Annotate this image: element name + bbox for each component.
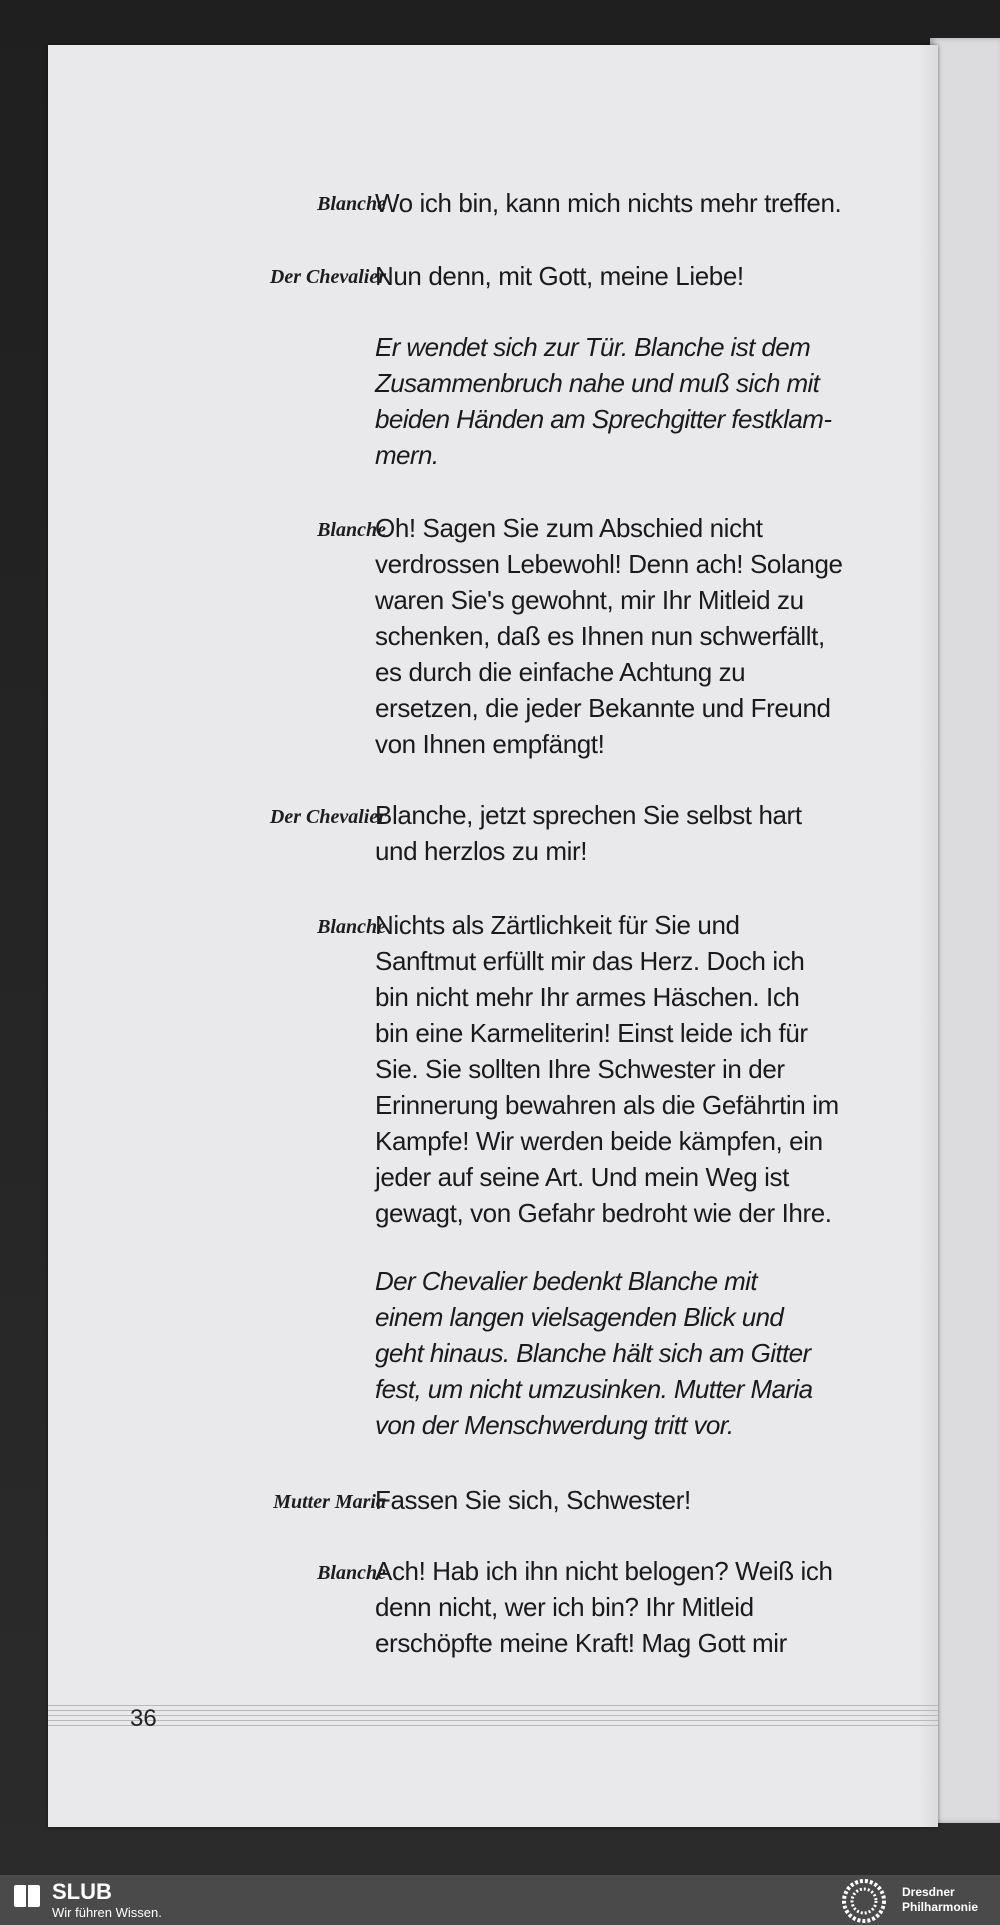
dialogue-line: Nun denn, mit Gott, meine Liebe! [375, 261, 744, 291]
divider-line [48, 1725, 938, 1726]
dialogue-line: schenken, daß es Ihnen nun schwerfällt, [375, 621, 825, 651]
dialogue-line: ersetzen, die jeder Bekannte und Freund [375, 693, 831, 723]
page-shadow [918, 45, 938, 1827]
divider-line [48, 1715, 938, 1716]
dialogue-line: Sanftmut erfüllt mir das Herz. Doch ich [375, 946, 805, 976]
stage-direction-line: von der Menschwerdung tritt vor. [375, 1410, 734, 1440]
dialogue-line: Kampfe! Wir werden beide kämpfen, ein [375, 1126, 823, 1156]
speaker-name: Blanche [317, 1562, 386, 1584]
stage-direction-line: Er wendet sich zur Tür. Blanche ist dem [375, 332, 811, 362]
dialogue-line: und herzlos zu mir! [375, 836, 588, 866]
page-number: 36 [130, 1705, 157, 1732]
dialogue-line: waren Sie's gewohnt, mir Ihr Mitleid zu [375, 585, 804, 615]
dialogue-line: denn nicht, wer ich bin? Ihr Mitleid [375, 1592, 754, 1622]
dialogue-line: verdrossen Lebewohl! Denn ach! Solange [375, 549, 843, 579]
philharmonie-logo-icon [842, 1879, 886, 1923]
dialogue-line: Nichts als Zärtlichkeit für Sie und [375, 910, 740, 940]
speaker-name: Der Chevalier [269, 266, 386, 288]
dialogue-line: Oh! Sagen Sie zum Abschied nicht [375, 513, 763, 543]
divider-line [48, 1720, 938, 1721]
partner-name-line-1: Dresdner [902, 1885, 955, 1899]
stage-direction-line: beiden Händen am Sprechgitter festklam- [375, 404, 832, 434]
slub-title: SLUB [52, 1879, 112, 1904]
dialogue-line: jeder auf seine Art. Und mein Weg ist [375, 1162, 789, 1192]
partner-name [902, 1885, 978, 1915]
speaker-name: Mutter Maria [273, 1491, 386, 1513]
slub-subtitle: Wir führen Wissen. [52, 1905, 162, 1920]
dialogue-line: gewagt, von Gefahr bedroht wie der Ihre. [375, 1198, 832, 1228]
divider-line [48, 1705, 938, 1706]
dialogue-line: von Ihnen empfängt! [375, 729, 605, 759]
dialogue-line: bin eine Karmeliterin! Einst leide ich für [375, 1018, 808, 1048]
speaker-name: Blanche [317, 519, 386, 541]
dialogue-line: Ach! Hab ich ihn nicht belogen? Weiß ich [375, 1556, 833, 1586]
stage-direction-line: mern. [375, 440, 439, 470]
dialogue-line: Fassen Sie sich, Schwester! [375, 1485, 691, 1515]
stage-direction-line: Der Chevalier bedenkt Blanche mit [375, 1266, 757, 1296]
partner-name-line-2: Philharmonie [902, 1900, 979, 1914]
dialogue-line: Wo ich bin, kann mich nichts mehr treffen. [375, 188, 842, 218]
dialogue-line: erschöpfte meine Kraft! Mag Gott mir [375, 1628, 787, 1658]
stage-direction-line: geht hinaus. Blanche hält sich am Gitter [375, 1338, 811, 1368]
dialogue-line: Blanche, jetzt sprechen Sie selbst hart [375, 800, 802, 830]
slub-logo-icon [14, 1885, 40, 1907]
document-page [48, 45, 938, 1827]
divider-line [48, 1710, 938, 1711]
stage-direction-line: Zusammenbruch nahe und muß sich mit [375, 368, 820, 398]
dialogue-line: Erinnerung bewahren als die Gefährtin im [375, 1090, 839, 1120]
stage-direction-line: fest, um nicht umzusinken. Mutter Maria [375, 1374, 813, 1404]
speaker-name: Der Chevalier [269, 806, 386, 828]
dialogue-line: es durch die einfache Achtung zu [375, 657, 746, 687]
stage-direction-line: einem langen vielsagenden Blick und [375, 1302, 784, 1332]
speaker-name: Blanche [317, 916, 386, 938]
dialogue-line: Sie. Sie sollten Ihre Schwester in der [375, 1054, 785, 1084]
next-page-edge [930, 38, 1000, 1823]
dialogue-line: bin nicht mehr Ihr armes Häschen. Ich [375, 982, 800, 1012]
footer-bar [0, 1875, 1000, 1925]
speaker-name: Blanche [317, 193, 386, 215]
